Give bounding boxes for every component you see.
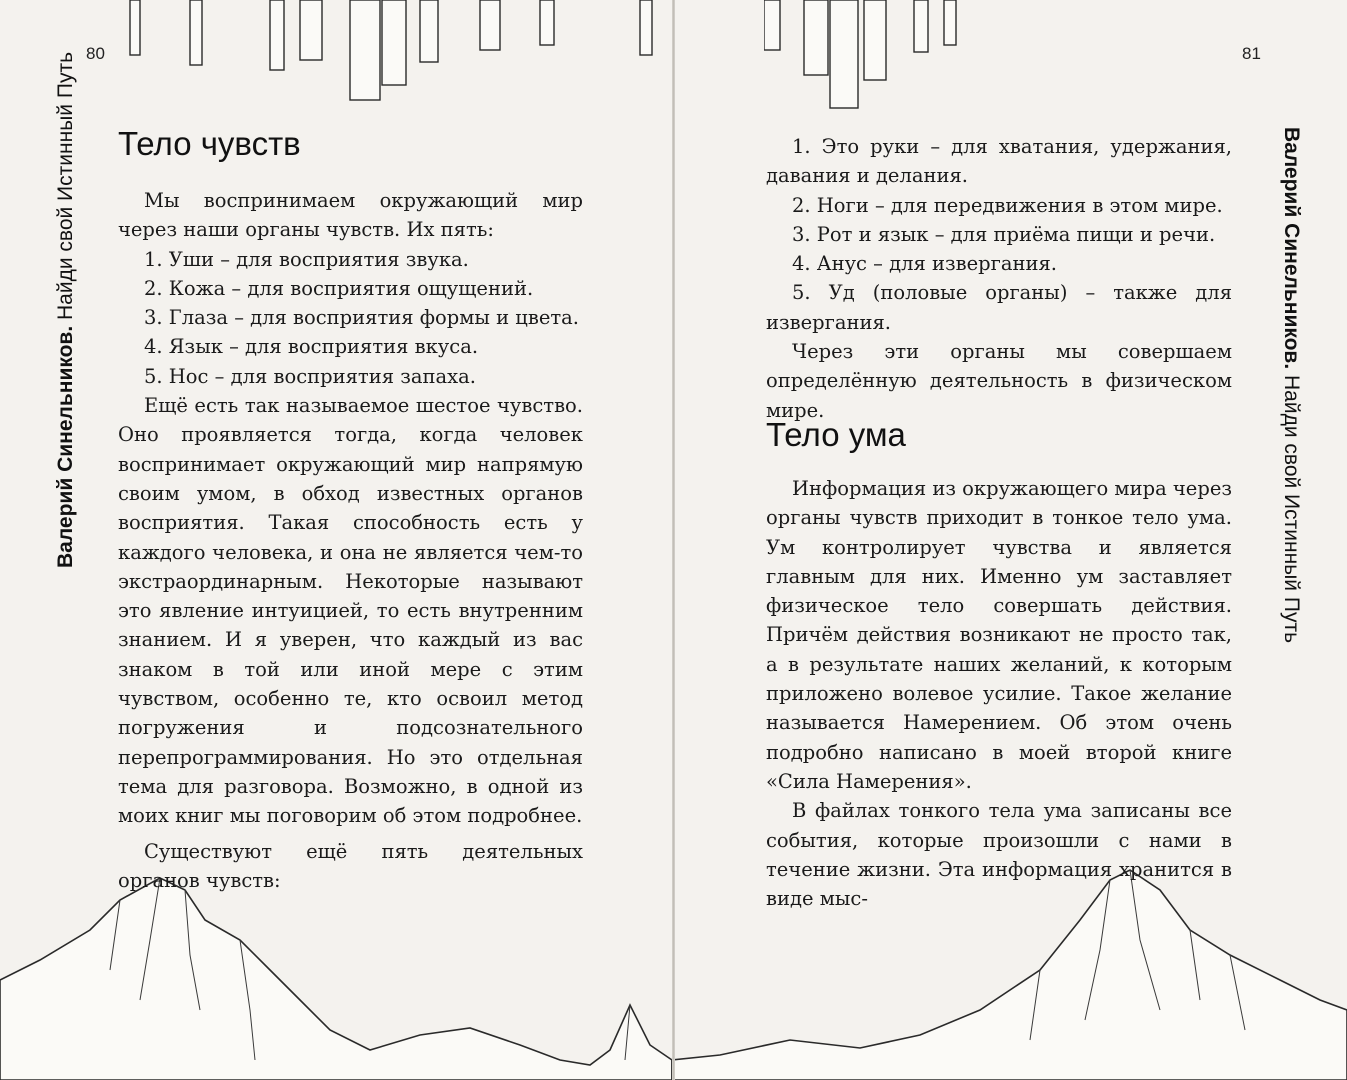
paragraph: В файлах тонкого тела ума записаны все события, которые произошли с нами в течение жизни. Эта информация хранится в виде мыс-	[766, 799, 1232, 911]
list-item: 1. Уши – для восприятия звука.	[144, 247, 469, 271]
paragraph: Существуют ещё пять деятельных органов чувств:	[118, 839, 583, 892]
list-item: 5. Уд (половые органы) – также для извергания.	[766, 281, 1232, 334]
paragraph: Ещё есть так называемое шестое чувство. Оно проявляется тогда, когда человек воспринимает окружающий мир напрямую своим умом, в обход известных органов восприятия. Такая способность есть у каждого человека, и она не является чем-то экстраординарным. Некоторые называют это явление интуицией, то есть внутренним знанием. И я уверен, что каждый из вас знаком в той или иной мере с этим чувством, особенно те, кто освоил метод погружения и подсознательного перепрограммирования. Но это отдельная тема для разговора. Возможно, в одной из моих книг мы поговорим об этом подробнее.	[118, 394, 583, 828]
paragraph: Мы воспринимаем окружающий мир через наши органы чувств. Их пять:	[118, 189, 583, 242]
page-number: 81	[1242, 44, 1261, 63]
skyline-illustration	[120, 0, 673, 110]
section-heading: Тело чувств	[118, 125, 301, 162]
body-text	[766, 474, 1232, 913]
body-text	[118, 186, 583, 895]
running-head-author: Валерий Синельников.	[1280, 127, 1303, 370]
running-head-author: Валерий Синельников.	[54, 325, 77, 568]
paragraph: Информация из окружающего мира через органы чувств приходит в тонкое тело ума. Ум контролирует чувства и является главным для них. Именно ум заставляет физическое тело совершать действия. Причём действия возникают не просто так, а в результате наших желаний, к которым приложено волевое усилие. Такое желание называется Намерением. Об этом очень подробно написано в моей второй книге «Сила Намерения».	[766, 477, 1232, 793]
right-page	[674, 0, 1347, 1080]
list-item: 3. Рот и язык – для приёма пищи и речи.	[792, 222, 1216, 246]
page-number: 80	[86, 44, 105, 63]
list-item: 2. Ноги – для передвижения в этом мире.	[792, 193, 1223, 217]
running-head	[54, 52, 78, 568]
list-item: 5. Нос – для восприятия запаха.	[144, 364, 476, 388]
skyline-illustration	[764, 0, 964, 110]
list-item: 4. Анус – для извергания.	[792, 252, 1057, 276]
paragraph: Через эти органы мы совершаем определённую деятельность в физическом мире.	[766, 340, 1232, 422]
list-item: 2. Кожа – для восприятия ощущений.	[144, 276, 534, 300]
running-head	[1279, 127, 1303, 643]
left-page	[0, 0, 673, 1080]
body-text	[766, 132, 1232, 425]
list-item: 1. Это руки – для хватания, удержания, давания и делания.	[766, 135, 1232, 188]
section-heading: Тело ума	[766, 416, 906, 453]
list-item: 4. Язык – для восприятия вкуса.	[144, 335, 479, 359]
running-head-title: Найди свой Истинный Путь	[54, 51, 77, 320]
running-head-title: Найди свой Истинный Путь	[1280, 375, 1303, 644]
list-item: 3. Глаза – для восприятия формы и цвета.	[144, 306, 579, 330]
